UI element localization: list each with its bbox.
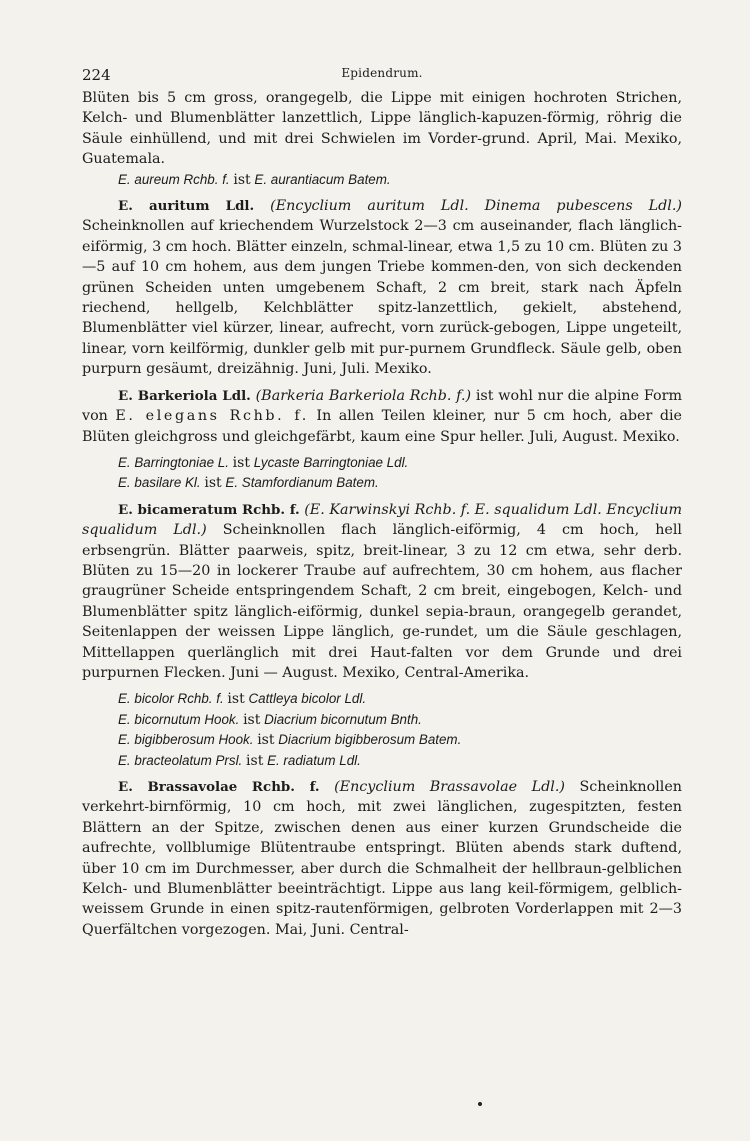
species-name: E. Barkeriola Ldl.	[118, 387, 251, 404]
species-name: E. Brassavolae Rchb. f.	[118, 779, 320, 795]
page-header	[82, 60, 682, 88]
running-title: Epidendrum.	[341, 66, 423, 80]
synonyms: (Encyclium auritum Ldl. Dinema pubescens Ldl.)	[270, 198, 682, 215]
entry-auritum	[82, 196, 682, 380]
print-mark	[478, 1102, 482, 1106]
description: Scheinknollen auf kriechendem Wurzelstock 2—3 cm auseinander, flach länglich-eiförmig, 3 cm hoch. Blätter einzeln, schmal-linear, etwa 1,5 zu 10 cm. Blüten zu 3—5 auf 10 cm hohem, aus dem jungen Triebe kommen-den, von sich deckenden grünen Scheiden unten umgebenem Schaft, 2 cm breit, stark nach Äpfeln riechend, hellgelb, Kelchblätter spitz-lanzettlich, gekielt, abstehend, Blumenblätter viel kürzer, linear, aufrecht, vorn zurück-gebogen, Lippe ungeteilt, linear, vorn keilförmig, dunkler gelb mit pur-purnem Grundfleck. Säule gelb, oben purpurn gesäumt, dreizähnig. Juni, Juli. Mexiko.	[82, 218, 682, 378]
entry-bicameratum	[82, 500, 682, 684]
synonyms: (E. Karwinskyi Rchb. f. E. squalidum Ldl. Encyclium squalidum Ldl.)	[82, 501, 682, 539]
species-name: E. bicameratum Rchb. f.	[118, 501, 300, 518]
cross-reference: E. basilare Kl. ist E. Stamfordianum Batem.	[118, 475, 379, 492]
species-name: E. auritum Ldl.	[118, 198, 255, 215]
page	[82, 60, 682, 940]
synonyms: (Barkeria Barkeriola Rchb. f.)	[255, 387, 472, 404]
page-number: 224	[82, 66, 111, 84]
cross-reference: E. Barringtoniae L. ist Lycaste Barringtoniae Ldl.	[118, 454, 409, 471]
cross-reference: E. bicornutum Hook. ist Diacrium bicornutum Bnth.	[118, 711, 422, 728]
cross-reference: E. bracteolatum Prsl. ist E. radiatum Ldl.	[118, 752, 361, 769]
synonyms: (Encyclium Brassavolae Ldl.)	[334, 779, 565, 795]
entry-barkeriola: E. Barkeriola Ldl. (Barkeria Barkeriola Rchb. f.) ist wohl nur die alpine Form von E. elegans Rchb. f. In allen Teilen kleiner, nur 5 cm hoch, aber die Blüten gleichgross und gleichgefärbt, kaum eine Spur heller. Juli, August. Mexiko.	[82, 387, 683, 445]
description: Scheinknollen flach länglich-eiförmig, 4 cm hoch, hell erbsengrün. Blätter paarweis, spitz, breit-linear, 3 zu 12 cm etwa, sehr derb. Blüten zu 15—20 in lockerer Traube auf aufrechtem, 30 cm hohem, aus flacher graugrüner Scheide entspringendem Schaft, 2 cm breit, eingebogen, Kelch- und Blumenblätter spitz länglich-eiförmig, dunkel sepia-braun, orangegelb gerandet, Seitenlappen der weissen Lippe länglich, ge-rundet, um die Säule geschlagen, Mittellappen querlänglich mit drei Haut-falten vor dem Grunde und drei purpurnen Flecken. Juni — August. Mexiko, Central-Amerika.	[82, 522, 683, 681]
cross-reference: E. bigibberosum Hook. ist Diacrium bigibberosum Batem.	[118, 732, 462, 749]
spaced-name: E. elegans Rchb. f.	[115, 408, 309, 425]
description: Scheinknollen verkehrt-birnförmig, 10 cm hoch, mit zwei länglichen, zugespitzten, festen Blättern an der Spitze, zwischen denen aus einer kurzen Grundscheide die aufrechte, vollblumige Blütentraube entspringt. Blüten abends stark duftend, über 10 cm im Durchmesser, aber durch die Schmalheit der hellbraun-gelblichen Kelch- und Blumenblätter beeinträchtigt. Lippe aus lang keil-förmigem, gelblich-weissem Grunde in einen spitz-rautenförmigen, gelbroten Vorderlappen mit 2—3 Querfältchen vorgezogen. Mai, Juni. Central-	[82, 779, 683, 938]
paragraph-aurantiacum-end: Blüten bis 5 cm gross, orangegelb, die Lippe mit einigen hochroten Strichen, Kelch- und Blumenblätter lanzettlich, Lippe länglich-kapuzen-förmig, röhrig die Säule einhüllend, und mit drei Schwielen im Vorder-grund. April, Mai. Mexiko, Guatemala.	[82, 90, 682, 168]
cross-reference: E. bicolor Rchb. f. ist Cattleya bicolor Ldl.	[118, 691, 367, 708]
cross-reference: E. aureum Rchb. f. ist E. aurantiacum Batem.	[118, 171, 391, 188]
entry-brassavolae	[82, 777, 682, 940]
